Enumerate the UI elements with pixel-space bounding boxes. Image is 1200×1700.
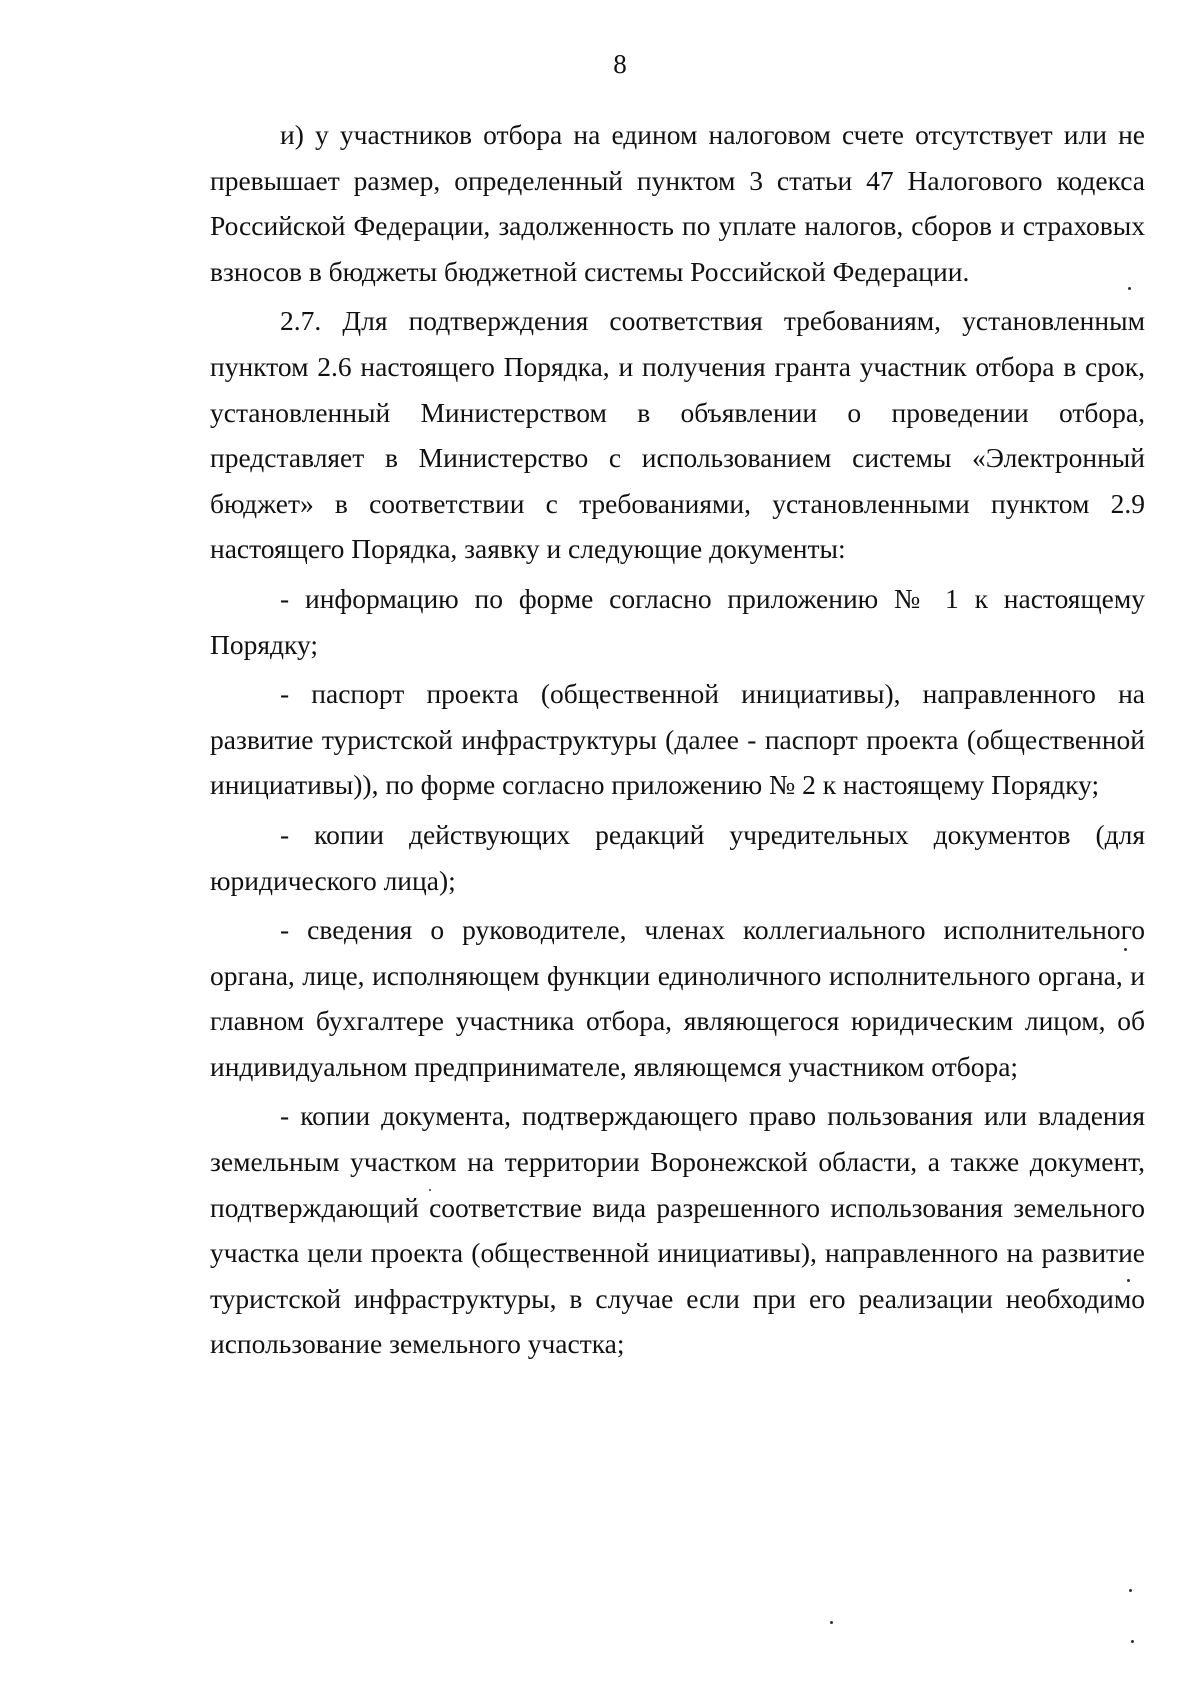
list-item-founding-documents: - копии действующих редакций учредительных документов (для юридического лица); — [210, 818, 1145, 896]
scan-speck — [1124, 948, 1127, 951]
list-item-project-passport: - паспорт проекта (общественной инициативы), направленного на развитие туристской инфраструктуры (далее - паспорт проекта (общественной инициативы)), по форме согласно приложению № 2 к настоящему Порядку; — [210, 678, 1145, 801]
list-item-information-form: - информацию по форме согласно приложению № 1 к настоящему Порядку; — [210, 582, 1145, 660]
list-item-land-documents: - копии документа, подтверждающего право пользования или владения земельным участком на территории Воронежской области, а также документ, подтверждающий соответствие вида разрешенного использования земельного участка цели проекта (общественной инициативы), направленного на развитие туристской инфраструктуры, в случае если при его реализации необходимо использование земельного участка; — [210, 1100, 1145, 1360]
list-item-management-info: - сведения о руководителе, членах коллегиального исполнительного органа, лице, исполняющем функции единоличного исполнительного органа, и главном бухгалтере участника отбора, являющегося юридическим лицом, об индивидуальном предпринимателе, являющемся участником отбора; — [210, 914, 1145, 1082]
paragraph-debt-condition: и) у участников отбора на едином налоговом счете отсутствует или не превышает размер, определенный пунктом 3 статьи 47 Налогового кодекса Российской Федерации, задолженность по уплате налогов, сборов и страховых взносов в бюджеты бюджетной системы Российской Федерации. — [210, 119, 1145, 287]
scan-speck — [830, 1621, 833, 1624]
scan-speck — [1131, 1640, 1134, 1643]
scan-speck — [1127, 1279, 1130, 1282]
paragraph-2-7: 2.7. Для подтверждения соответствия требованиям, установленным пунктом 2.6 настоящего Порядка, и получения гранта участник отбора в срок, установленный Министерством в объявлении о проведении отбора, представляет в Министерство с использованием системы «Электронный бюджет» в соответствии с требованиями, установленными пунктом 2.9 настоящего Порядка, заявку и следующие документы: — [210, 305, 1145, 565]
scan-speck — [429, 1189, 431, 1191]
document-body — [210, 112, 1145, 1367]
page-number: 8 — [613, 49, 627, 79]
scan-speck — [1129, 1589, 1132, 1592]
scan-speck — [1128, 287, 1131, 290]
